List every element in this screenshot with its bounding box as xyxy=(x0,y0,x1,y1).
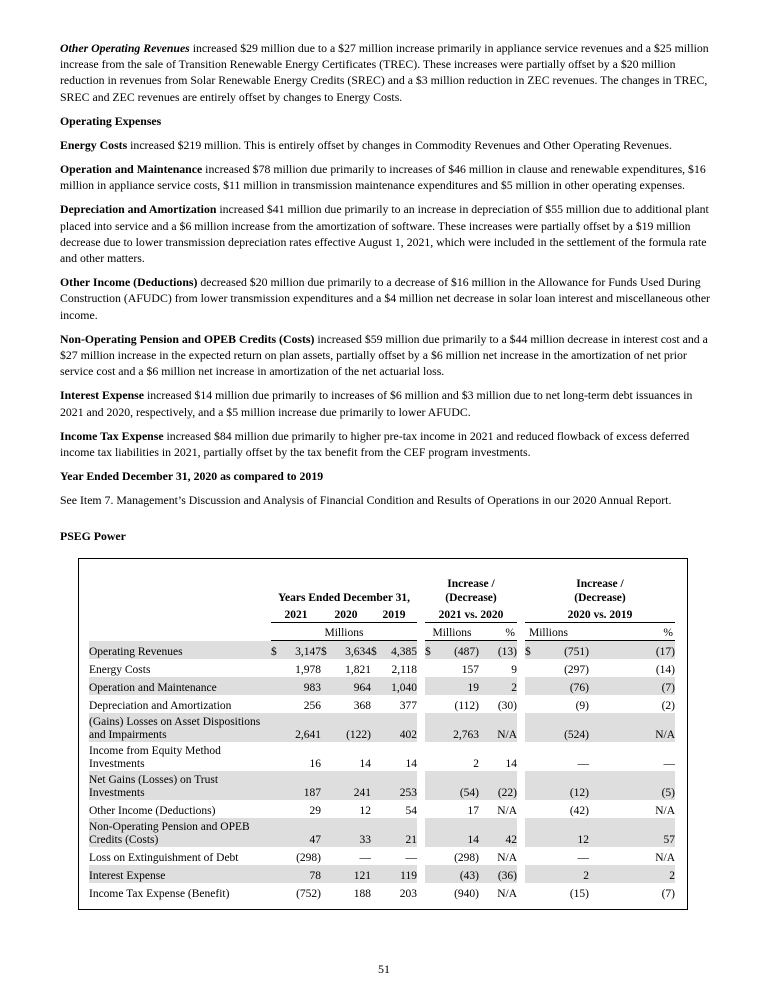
change-2020-vs-2019: — xyxy=(577,758,589,770)
paragraph-text: decreased $20 million due primarily to a decrease of $16 million in the Allowance for Funds Used During Construction (AFUDC) from lower transmission expenditures and a $4 million net decrease in solar loan interest and miscellaneous other income. xyxy=(60,275,710,322)
years-ended-header: Years Ended December 31, xyxy=(277,592,411,604)
change-2020-vs-2019: (751) xyxy=(533,641,589,660)
subheading: Operating Expenses xyxy=(60,113,162,128)
dollar-sign xyxy=(371,742,383,771)
pct-2020-vs-2019: (7) xyxy=(589,677,675,695)
pct-2020-vs-2019: 57 xyxy=(589,818,675,847)
pct-2021-vs-2020: N/A xyxy=(497,805,517,817)
year-2019-header: 2019 xyxy=(371,605,421,623)
value-2020: 33 xyxy=(333,818,371,847)
pct-2021-vs-2020: (13) xyxy=(479,641,521,660)
dollar-sign xyxy=(421,742,433,771)
row-label: Non-Operating Pension and OPEB Credits (Costs) xyxy=(89,818,271,847)
dollar-sign xyxy=(371,818,383,847)
table-row xyxy=(89,659,675,677)
change-2021-vs-2020: 14 xyxy=(433,818,479,847)
paragraph-lead: Non-Operating Pension and OPEB Credits (Costs) xyxy=(60,331,315,346)
row-label: (Gains) Losses on Asset Dispositions and Impairments xyxy=(89,713,271,742)
value-2021: 29 xyxy=(309,805,321,817)
dollar-sign xyxy=(521,771,533,800)
row-label: Operating Revenues xyxy=(89,641,271,660)
table-row xyxy=(89,641,675,660)
value-2019: 54 xyxy=(405,805,417,817)
dollar-sign xyxy=(371,883,383,901)
dollar-sign xyxy=(371,695,383,713)
dollar-sign xyxy=(421,800,433,818)
dollar-sign xyxy=(421,865,433,883)
pct-2020-vs-2019: N/A xyxy=(655,805,675,817)
value-2020: 368 xyxy=(353,700,371,712)
units-millions-2: Millions xyxy=(421,623,479,641)
paragraph-text: increased $219 million. This is entirely offset by changes in Commodity Revenues and Other Operating Revenues. xyxy=(127,137,672,152)
row-label: Operation and Maintenance xyxy=(89,677,271,695)
value-2019: 2,118 xyxy=(391,664,417,676)
pct-2021-vs-2020: N/A xyxy=(479,713,521,742)
table-row xyxy=(89,847,675,865)
dollar-sign xyxy=(421,847,433,865)
value-2020: 14 xyxy=(359,758,371,770)
paragraph-lead: Depreciation and Amortization xyxy=(60,202,217,217)
paragraph-lead: Interest Expense xyxy=(60,388,144,403)
dollar-sign xyxy=(321,847,333,865)
value-2019: 402 xyxy=(383,713,421,742)
table-row xyxy=(89,800,675,818)
change-2020-vs-2019: (524) xyxy=(533,713,589,742)
change-2021-vs-2020: (298) xyxy=(454,852,479,864)
dollar-sign xyxy=(421,713,433,742)
table-row xyxy=(89,771,675,800)
value-2021: (752) xyxy=(296,888,321,900)
dollar-sign xyxy=(321,883,333,901)
value-2020: 241 xyxy=(333,771,371,800)
pct-2020-vs-2019: 2 xyxy=(589,865,675,883)
value-2020: 1,821 xyxy=(345,664,371,676)
pct-2020-vs-2019: (14) xyxy=(655,664,675,676)
pct-2021-vs-2020: (22) xyxy=(479,771,521,800)
pct-2020-vs-2019: (7) xyxy=(661,888,675,900)
change-2020-vs-2019: (15) xyxy=(569,888,589,900)
dollar-sign xyxy=(371,771,383,800)
value-2021: 16 xyxy=(309,758,321,770)
pct-2020-vs-2019: (2) xyxy=(661,700,675,712)
paragraph xyxy=(60,428,712,460)
dollar-sign xyxy=(321,695,333,713)
value-2020: 3,634 xyxy=(333,641,371,660)
dollar-sign xyxy=(521,677,533,695)
value-2021: 3,147 xyxy=(283,641,321,660)
pct-2021-vs-2020: (30) xyxy=(497,700,517,712)
dollar-sign xyxy=(271,800,283,818)
dollar-sign xyxy=(321,713,333,742)
change-2020-vs-2019: 12 xyxy=(533,818,589,847)
dollar-sign xyxy=(521,883,533,901)
change-2021-vs-2020: 19 xyxy=(433,677,479,695)
paragraph-lead: Income Tax Expense xyxy=(60,428,164,443)
pct-2021-vs-2020: 14 xyxy=(505,758,517,770)
dollar-sign xyxy=(321,865,333,883)
value-2021: 1,978 xyxy=(295,664,321,676)
pseg-power-table-box xyxy=(78,558,688,910)
dollar-sign xyxy=(321,677,333,695)
dollar-sign xyxy=(421,883,433,901)
table-row xyxy=(89,695,675,713)
dollar-sign xyxy=(521,865,533,883)
table-row xyxy=(89,677,675,695)
paragraph-text: increased $41 million due primarily to an increase in depreciation of $55 million due to additional plant placed into service and a $6 million increase from the amortization of software. These increases were partially offset by a $19 million decrease due to lower transmission depreciation rates effective August 1, 2021, which were included in the settlement of the formula rate and other matters. xyxy=(60,202,709,266)
value-2019: 21 xyxy=(383,818,421,847)
dollar-sign: $ xyxy=(421,641,433,660)
change-2020-vs-2019: (297) xyxy=(564,664,589,676)
dollar-sign xyxy=(271,659,283,677)
value-2021: (298) xyxy=(296,852,321,864)
paragraph xyxy=(60,201,712,266)
paragraph-text: increased $59 million due primarily to a $44 million decrease in interest cost and a $27 million increase in the expected return on plan assets, partially offset by a $6 million net increase in the amortization of net prior service cost and a $6 million net increase in amortization of the net actuarial loss. xyxy=(60,331,708,379)
dollar-sign xyxy=(321,771,333,800)
paragraph-text: increased $78 million due primarily to increases of $46 million in clause and renewable expenditures, $16 million in appliance service costs, $11 million in transmission maintenance expenditures and $5 million in other operating expenses. xyxy=(60,162,706,193)
value-2020: 121 xyxy=(333,865,371,883)
change-2020-vs-2019: (42) xyxy=(569,805,589,817)
table-row xyxy=(89,713,675,742)
paragraph xyxy=(60,387,712,419)
value-2019: 14 xyxy=(405,758,417,770)
dollar-sign xyxy=(521,742,533,771)
dollar-sign xyxy=(271,818,283,847)
value-2021: 47 xyxy=(283,818,321,847)
value-2021: 983 xyxy=(283,677,321,695)
units-millions-1: Millions xyxy=(271,623,421,641)
paragraph xyxy=(60,161,712,193)
year-2020-header: 2020 xyxy=(321,605,371,623)
dollar-sign xyxy=(521,695,533,713)
paragraph-text: increased $84 million due primarily to higher pre-tax income in 2021 and reduced flowback of excess deferred income tax liabilities in 2021, partially offset by the tax benefit from the CEF program investments. xyxy=(60,428,690,460)
dollar-sign xyxy=(421,695,433,713)
units-pct-2: % xyxy=(589,623,675,641)
dollar-sign xyxy=(521,818,533,847)
dollar-sign: $ xyxy=(271,641,283,660)
value-2019: — xyxy=(405,852,417,864)
dollar-sign xyxy=(371,847,383,865)
change-2021-vs-2020: 17 xyxy=(467,805,479,817)
row-label: Energy Costs xyxy=(89,664,151,676)
pct-2020-vs-2019: N/A xyxy=(655,852,675,864)
value-2021: 187 xyxy=(283,771,321,800)
value-2021: 2,641 xyxy=(283,713,321,742)
value-2020: 188 xyxy=(353,888,371,900)
change-2020-vs-2019: (9) xyxy=(575,700,589,712)
row-label: Other Income (Deductions) xyxy=(89,805,216,817)
value-2019: 1,040 xyxy=(383,677,421,695)
subheading: Year Ended December 31, 2020 as compared to 2019 xyxy=(60,469,324,484)
dollar-sign xyxy=(371,865,383,883)
dollar-sign xyxy=(521,659,533,677)
year-2021-header: 2021 xyxy=(271,605,321,623)
dollar-sign xyxy=(421,677,433,695)
pct-2020-vs-2019: (17) xyxy=(589,641,675,660)
compare-2021-2020-header: 2021 vs. 2020 xyxy=(421,605,521,623)
paragraph xyxy=(60,137,712,153)
change-2021-vs-2020: 2,763 xyxy=(433,713,479,742)
dollar-sign xyxy=(371,713,383,742)
row-label: Loss on Extinguishment of Debt xyxy=(89,852,239,864)
financial-table xyxy=(89,577,675,901)
value-2020: (122) xyxy=(333,713,371,742)
table-row xyxy=(89,865,675,883)
dollar-sign xyxy=(271,847,283,865)
change-2021-vs-2020: (43) xyxy=(433,865,479,883)
dollar-sign xyxy=(421,818,433,847)
dollar-sign xyxy=(321,659,333,677)
dollar-sign xyxy=(321,742,333,771)
change-2021-vs-2020: (487) xyxy=(433,641,479,660)
section-title: PSEG Power xyxy=(60,529,126,544)
pct-2020-vs-2019: (5) xyxy=(589,771,675,800)
change-2021-vs-2020: 2 xyxy=(473,758,479,770)
paragraph xyxy=(60,331,712,380)
dollar-sign xyxy=(271,742,283,771)
change-2020-vs-2019: (76) xyxy=(533,677,589,695)
value-2019: 4,385 xyxy=(383,641,421,660)
paragraph-text: increased $29 million due to a $27 million increase primarily in appliance service revenues and a $25 million increase from the sale of Transition Renewable Energy Certificates (TREC). These increases were partially offset by a $20 million reduction in revenues from Solar Renewable Energy Credits (SREC) and a $3 million reduction in ZEC revenues. The changes in TREC, SREC and ZEC revenues are entirely offset by changes to Energy Costs. xyxy=(60,41,709,104)
dollar-sign xyxy=(371,677,383,695)
dollar-sign xyxy=(421,771,433,800)
table-row xyxy=(89,883,675,901)
dollar-sign: $ xyxy=(521,641,533,660)
units-pct-1: % xyxy=(479,623,521,641)
paragraph-lead: Energy Costs xyxy=(60,137,128,152)
change-2021-vs-2020: (112) xyxy=(454,700,479,712)
row-label: Income Tax Expense (Benefit) xyxy=(89,888,230,900)
dollar-sign xyxy=(271,883,283,901)
dollar-sign xyxy=(271,865,283,883)
table-row xyxy=(89,742,675,771)
paragraph-text: increased $14 million due primarily to increases of $6 million and $3 million due to net long-term debt issuances in 2021 and 2020, respectively, and a $5 million increase due primarily to lower AFUDC. xyxy=(60,388,693,419)
dollar-sign xyxy=(321,818,333,847)
dollar-sign xyxy=(421,659,433,677)
change-2020-vs-2019: 2 xyxy=(533,865,589,883)
dollar-sign: $ xyxy=(321,641,333,660)
dollar-sign xyxy=(271,713,283,742)
change-2021-vs-2020: 157 xyxy=(461,664,479,676)
table-row xyxy=(89,818,675,847)
increase-decrease-header-2: Increase / (Decrease) xyxy=(521,577,675,605)
pct-2021-vs-2020: 2 xyxy=(479,677,521,695)
dollar-sign xyxy=(371,659,383,677)
row-label: Net Gains (Losses) on Trust Investments xyxy=(89,771,271,800)
paragraph xyxy=(60,492,712,508)
change-2021-vs-2020: (940) xyxy=(454,888,479,900)
dollar-sign: $ xyxy=(371,641,383,660)
value-2020: 12 xyxy=(359,805,371,817)
dollar-sign xyxy=(521,713,533,742)
paragraph xyxy=(60,40,712,105)
paragraph xyxy=(60,274,712,323)
change-2020-vs-2019: — xyxy=(577,852,589,864)
value-2020: 964 xyxy=(333,677,371,695)
pct-2021-vs-2020: N/A xyxy=(497,852,517,864)
value-2019: 119 xyxy=(383,865,421,883)
units-millions-3: Millions xyxy=(521,623,589,641)
text-body xyxy=(60,40,712,554)
pct-2021-vs-2020: 9 xyxy=(511,664,517,676)
paragraph-lead: Other Income (Deductions) xyxy=(60,275,198,290)
value-2021: 256 xyxy=(303,700,321,712)
paragraph-lead: Operation and Maintenance xyxy=(60,162,203,177)
row-label: Depreciation and Amortization xyxy=(89,700,232,712)
dollar-sign xyxy=(271,695,283,713)
compare-2020-2019-header: 2020 vs. 2019 xyxy=(521,605,675,623)
dollar-sign xyxy=(521,800,533,818)
value-2019: 253 xyxy=(383,771,421,800)
change-2020-vs-2019: (12) xyxy=(533,771,589,800)
pct-2020-vs-2019: — xyxy=(663,758,675,770)
dollar-sign xyxy=(521,847,533,865)
value-2021: 78 xyxy=(283,865,321,883)
pct-2021-vs-2020: (36) xyxy=(479,865,521,883)
pct-2021-vs-2020: N/A xyxy=(497,888,517,900)
pct-2020-vs-2019: N/A xyxy=(589,713,675,742)
change-2021-vs-2020: (54) xyxy=(433,771,479,800)
row-label: Interest Expense xyxy=(89,865,271,883)
value-2020: — xyxy=(359,852,371,864)
dollar-sign xyxy=(371,800,383,818)
pct-2021-vs-2020: 42 xyxy=(479,818,521,847)
row-label: Income from Equity Method Investments xyxy=(89,745,221,770)
value-2019: 203 xyxy=(399,888,417,900)
page-number: 51 xyxy=(378,962,390,976)
dollar-sign xyxy=(271,677,283,695)
paragraph-text: See Item 7. Management’s Discussion and Analysis of Financial Condition and Results of Operations in our 2020 Annual Report. xyxy=(60,493,672,508)
paragraph-lead: Other Operating Revenues xyxy=(60,41,190,55)
dollar-sign xyxy=(271,771,283,800)
dollar-sign xyxy=(321,800,333,818)
increase-decrease-header-1: Increase / (Decrease) xyxy=(421,577,521,605)
value-2019: 377 xyxy=(399,700,417,712)
